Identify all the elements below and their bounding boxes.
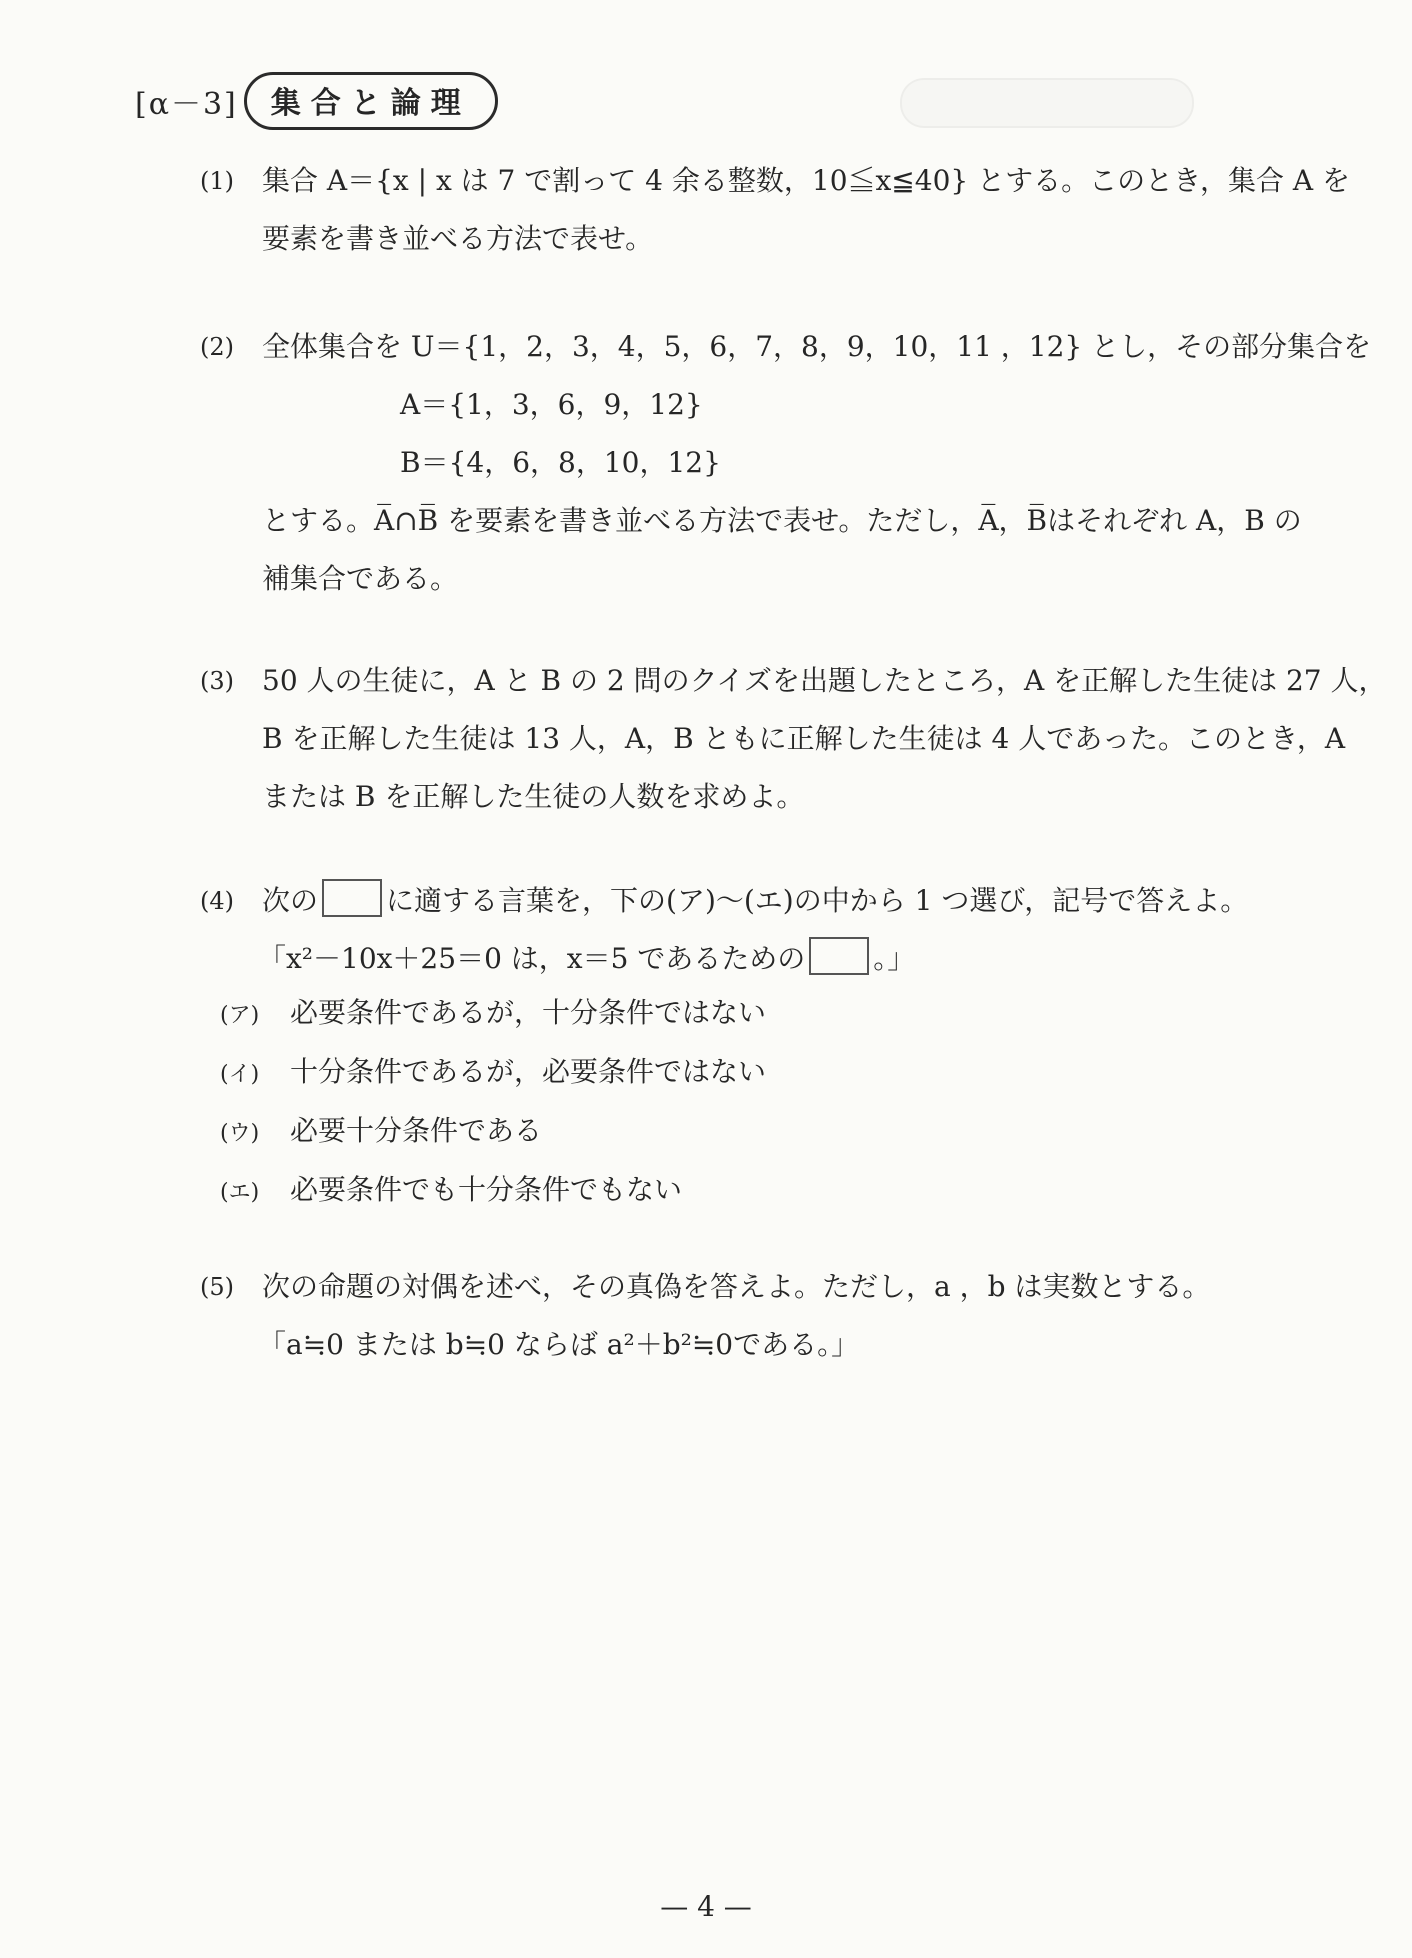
- question-number: (1): [200, 167, 234, 195]
- question-1: [200, 152, 1351, 268]
- choice-text: 必要条件でも十分条件でもない: [290, 1173, 683, 1206]
- faint-watermark: [900, 78, 1194, 128]
- choice-label: (ウ): [220, 1121, 260, 1146]
- question-3: [200, 652, 1387, 826]
- question-text-line: 要素を書き並べる方法で表せ。: [262, 222, 654, 255]
- page-number: — 4 —: [660, 1890, 752, 1923]
- choice-item: [220, 985, 766, 1044]
- section-code: [α－3]: [135, 87, 238, 122]
- question-4: [200, 872, 1320, 988]
- question-number: (5): [200, 1273, 234, 1301]
- proposition-line: 「a≒0 または b≒0 ならば a²＋b²≒0である。」: [258, 1328, 860, 1361]
- choice-item: [220, 1103, 766, 1162]
- answer-blank-box: [809, 937, 869, 975]
- question-5: [200, 1258, 1320, 1374]
- question-text-line: 集合 A＝{x | x は 7 で割って 4 余る整数，10≦x≦40} とする。このとき，集合 A を: [262, 164, 1351, 197]
- choice-label: (ア): [220, 1003, 260, 1028]
- question-text-line: [262, 872, 1320, 930]
- choice-text: 十分条件であるが，必要条件ではない: [290, 1055, 767, 1088]
- question-text-line: 次の命題の対偶を述べ，その真偽を答えよ。ただし，a ，b は実数とする。: [262, 1270, 1211, 1303]
- question-text-line: 補集合である。: [262, 562, 459, 595]
- choice-item: [220, 1044, 766, 1103]
- question-2: [200, 318, 1372, 608]
- section-title-badge: 集合と論理: [244, 72, 498, 130]
- proposition-end: 。」: [873, 942, 916, 975]
- choice-text: 必要十分条件である: [290, 1114, 543, 1147]
- set-a-definition: A＝{1，3，6，9，12}: [400, 388, 703, 421]
- question-text-before-blank: 次の: [262, 884, 319, 917]
- question-text-after-blank: に適する言葉を，下の(ア)～(エ)の中から 1 つ選び，記号で答えよ。: [386, 884, 1249, 917]
- section-header: [135, 72, 498, 130]
- question-text-line: とする。A̅∩B̅ を要素を書き並べる方法で表せ。ただし，A̅，B̅はそれぞれ A，B の: [262, 504, 1302, 537]
- set-b-definition: B＝{4，6，8，10，12}: [400, 446, 721, 479]
- choice-list: [220, 985, 766, 1221]
- choice-item: [220, 1162, 766, 1221]
- choice-text: 必要条件であるが，十分条件ではない: [290, 996, 767, 1029]
- choice-label: (エ): [220, 1180, 260, 1205]
- question-number: (3): [200, 667, 234, 695]
- question-text-line: 全体集合を U＝{1，2，3，4，5，6，7，8，9，10，11 ，12} とし，その部分集合を: [262, 330, 1372, 363]
- answer-blank-box: [322, 879, 382, 917]
- question-number: (4): [200, 887, 234, 915]
- question-number: (2): [200, 333, 234, 361]
- choice-label: (イ): [220, 1062, 260, 1087]
- proposition-line: [258, 930, 1320, 988]
- question-text-line: 50 人の生徒に，A と B の 2 問のクイズを出題したところ，A を正解した生徒は 27 人，: [262, 664, 1387, 697]
- question-text-line: B を正解した生徒は 13 人，A，B ともに正解した生徒は 4 人であった。このとき，A: [262, 722, 1346, 755]
- question-text-line: または B を正解した生徒の人数を求めよ。: [262, 780, 805, 813]
- proposition-text: 「x²－10x＋25＝0 は，x＝5 であるための: [258, 942, 806, 975]
